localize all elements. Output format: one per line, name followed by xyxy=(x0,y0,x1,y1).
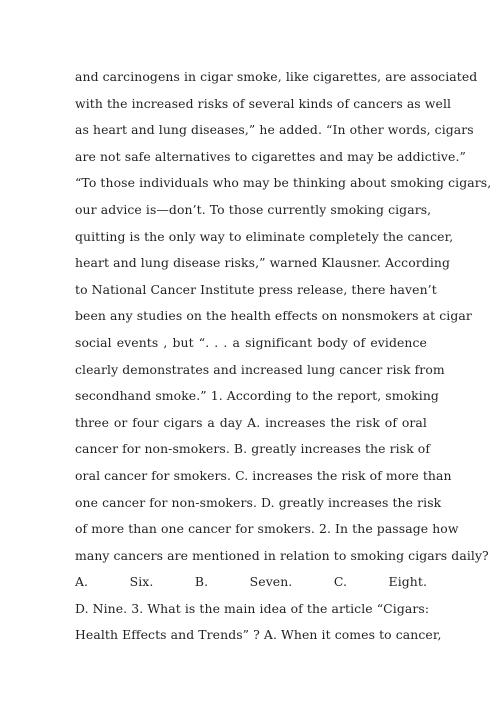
text-line: of more than one cancer for smokers. 2. In the passage how xyxy=(75,521,459,537)
text-line: with the increased risks of several kinds of cancers as well xyxy=(75,95,452,111)
text-line: clearly demonstrates and increased lung cancer risk from xyxy=(75,361,445,377)
text-line: cancer for non-smokers. B. greatly increases the risk of xyxy=(75,441,431,457)
text-line: been any studies on the health effects on nonsmokers at cigar xyxy=(75,308,472,324)
text-line: Health Effects and Trends” ? A. When it comes to cancer, xyxy=(75,627,442,643)
text-line: A. Six. B. Seven. C. Eight. xyxy=(75,574,427,590)
text-line: one cancer for non-smokers. D. greatly increases the risk xyxy=(75,494,442,510)
body-text xyxy=(75,64,492,649)
text-line: quitting is the only way to eliminate completely the cancer, xyxy=(75,228,454,244)
text-line: heart and lung disease risks,” warned Klausner. According xyxy=(75,255,451,271)
text-line: are not safe alternatives to cigarettes and may be addictive.” xyxy=(75,148,466,164)
text-line: “To those individuals who may be thinking about smoking cigars, xyxy=(75,175,492,191)
text-line: to National Cancer Institute press release, there haven’t xyxy=(75,281,437,297)
text-line: three or four cigars a day A. increases the risk of oral xyxy=(75,414,427,430)
text-line: D. Nine. 3. What is the main idea of the article “Cigars: xyxy=(75,600,430,616)
text-line: social events , but “. . . a significant body of evidence xyxy=(75,334,427,350)
text-line: secondhand smoke.” 1. According to the report, smoking xyxy=(75,388,439,404)
text-line: oral cancer for smokers. C. increases the risk of more than xyxy=(75,467,452,483)
text-line: as heart and lung diseases,” he added. “In other words, cigars xyxy=(75,122,474,138)
text-line: and carcinogens in cigar smoke, like cigarettes, are associated xyxy=(75,69,478,84)
text-line: our advice is—don’t. To those currently smoking cigars, xyxy=(75,201,432,217)
text-line: many cancers are mentioned in relation to smoking cigars daily? xyxy=(75,547,489,563)
